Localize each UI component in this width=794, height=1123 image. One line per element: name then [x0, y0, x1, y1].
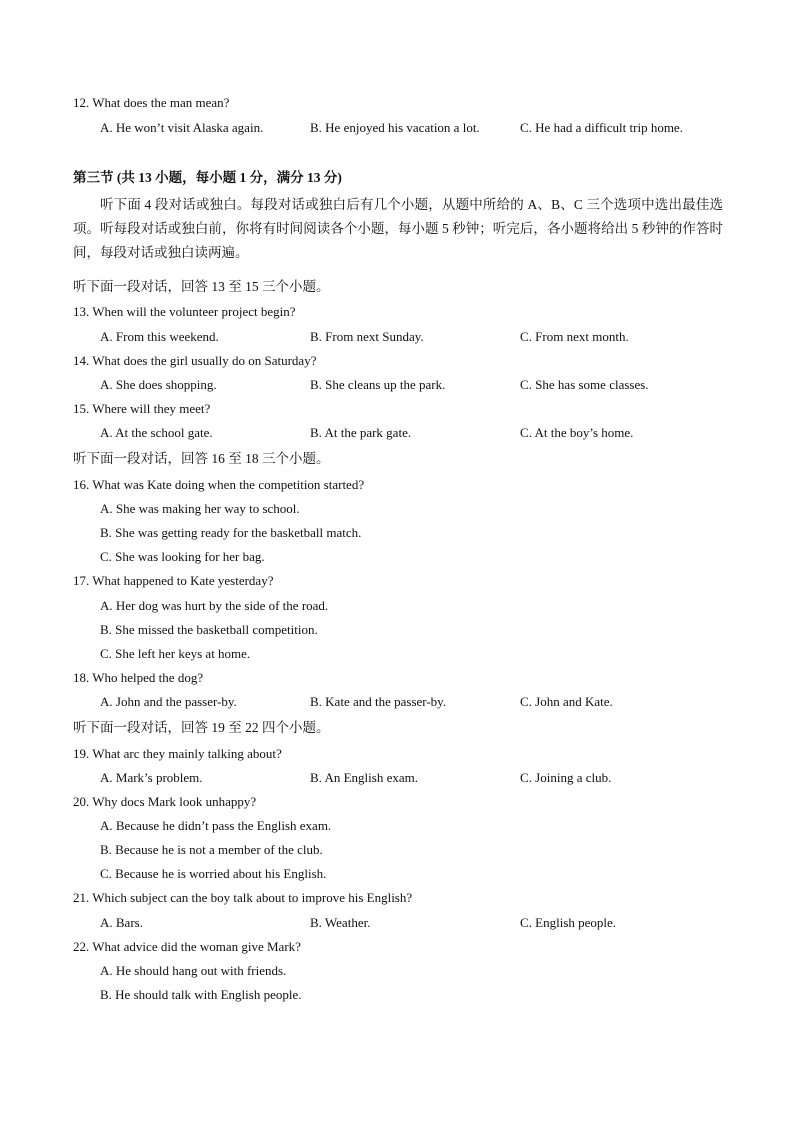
question-19-option-b: B. An English exam. [310, 770, 418, 785]
question-19-option-a: A. Mark’s problem. [100, 770, 203, 785]
question-22-stem: 22. What advice did the woman give Mark? [73, 939, 301, 954]
question-16-option-b: B. She was getting ready for the basketball match. [100, 525, 362, 540]
dialogue-intro-3: 听下面一段对话，回答 19 至 22 四个小题。 [73, 720, 330, 735]
question-22-option-a: A. He should hang out with friends. [100, 963, 287, 978]
question-19-stem: 19. What arc they mainly talking about? [73, 746, 282, 761]
question-17-option-c: C. She left her keys at home. [100, 646, 251, 661]
question-19-option-c: C. Joining a club. [520, 770, 612, 785]
question-15-option-c: C. At the boy’s home. [520, 425, 634, 440]
dialogue-intro-1: 听下面一段对话，回答 13 至 15 三个小题。 [73, 279, 330, 294]
question-17-stem: 17. What happened to Kate yesterday? [73, 573, 274, 588]
question-12-option-b: B. He enjoyed his vacation a lot. [310, 120, 480, 135]
question-15-option-b: B. At the park gate. [310, 425, 412, 440]
question-22-option-b: B. He should talk with English people. [100, 987, 302, 1002]
question-16-option-c: C. She was looking for her bag. [100, 549, 265, 564]
question-14-option-c: C. She has some classes. [520, 377, 649, 392]
question-18-option-a: A. John and the passer-by. [100, 694, 237, 709]
question-17-option-b: B. She missed the basketball competition. [100, 622, 318, 637]
question-18-option-b: B. Kate and the passer-by. [310, 694, 447, 709]
question-18-option-c: C. John and Kate. [520, 694, 613, 709]
question-21-option-c: C. English people. [520, 915, 617, 930]
question-20-option-b: B. Because he is not a member of the club. [100, 842, 323, 857]
question-20-stem: 20. Why docs Mark look unhappy? [73, 794, 257, 809]
question-13-option-c: C. From next month. [520, 329, 629, 344]
question-14-stem: 14. What does the girl usually do on Saturday? [73, 353, 317, 368]
question-20-option-a: A. Because he didn’t pass the English exam. [100, 818, 332, 833]
question-16-option-a: A. She was making her way to school. [100, 501, 300, 516]
section-instructions: 听下面 4 段对话或独白。每段对话或独白后有几个小题，从题中所给的 A、B、C 三个选项中选出最佳选项。听每段对话或独白前，你将有时间阅读各个小题，每小题 5 秒钟；听完后，各小题将给出 5 秒钟的作答时间，每段对话或独白读两遍。 [73, 197, 723, 260]
question-14-option-b: B. She cleans up the park. [310, 377, 446, 392]
question-15-option-a: A. At the school gate. [100, 425, 213, 440]
question-12-stem: 12. What does the man mean? [73, 95, 230, 110]
dialogue-intro-2: 听下面一段对话，回答 16 至 18 三个小题。 [73, 451, 330, 466]
section-heading: 第三节 (共 13 小题，每小题 1 分，满分 13 分) [73, 170, 342, 185]
question-13-option-b: B. From next Sunday. [310, 329, 424, 344]
question-14-option-a: A. She does shopping. [100, 377, 217, 392]
question-17-option-a: A. Her dog was hurt by the side of the road. [100, 598, 329, 613]
question-21-stem: 21. Which subject can the boy talk about to improve his English? [73, 890, 413, 905]
question-20-option-c: C. Because he is worried about his English. [100, 866, 327, 881]
question-15-stem: 15. Where will they meet? [73, 401, 211, 416]
question-16-stem: 16. What was Kate doing when the competition started? [73, 477, 365, 492]
question-13-option-a: A. From this weekend. [100, 329, 219, 344]
question-13-stem: 13. When will the volunteer project begin? [73, 304, 296, 319]
question-21-option-b: B. Weather. [310, 915, 371, 930]
question-18-stem: 18. Who helped the dog? [73, 670, 204, 685]
question-12-option-a: A. He won’t visit Alaska again. [100, 120, 264, 135]
question-21-option-a: A. Bars. [100, 915, 143, 930]
question-12-option-c: C. He had a difficult trip home. [520, 120, 683, 135]
